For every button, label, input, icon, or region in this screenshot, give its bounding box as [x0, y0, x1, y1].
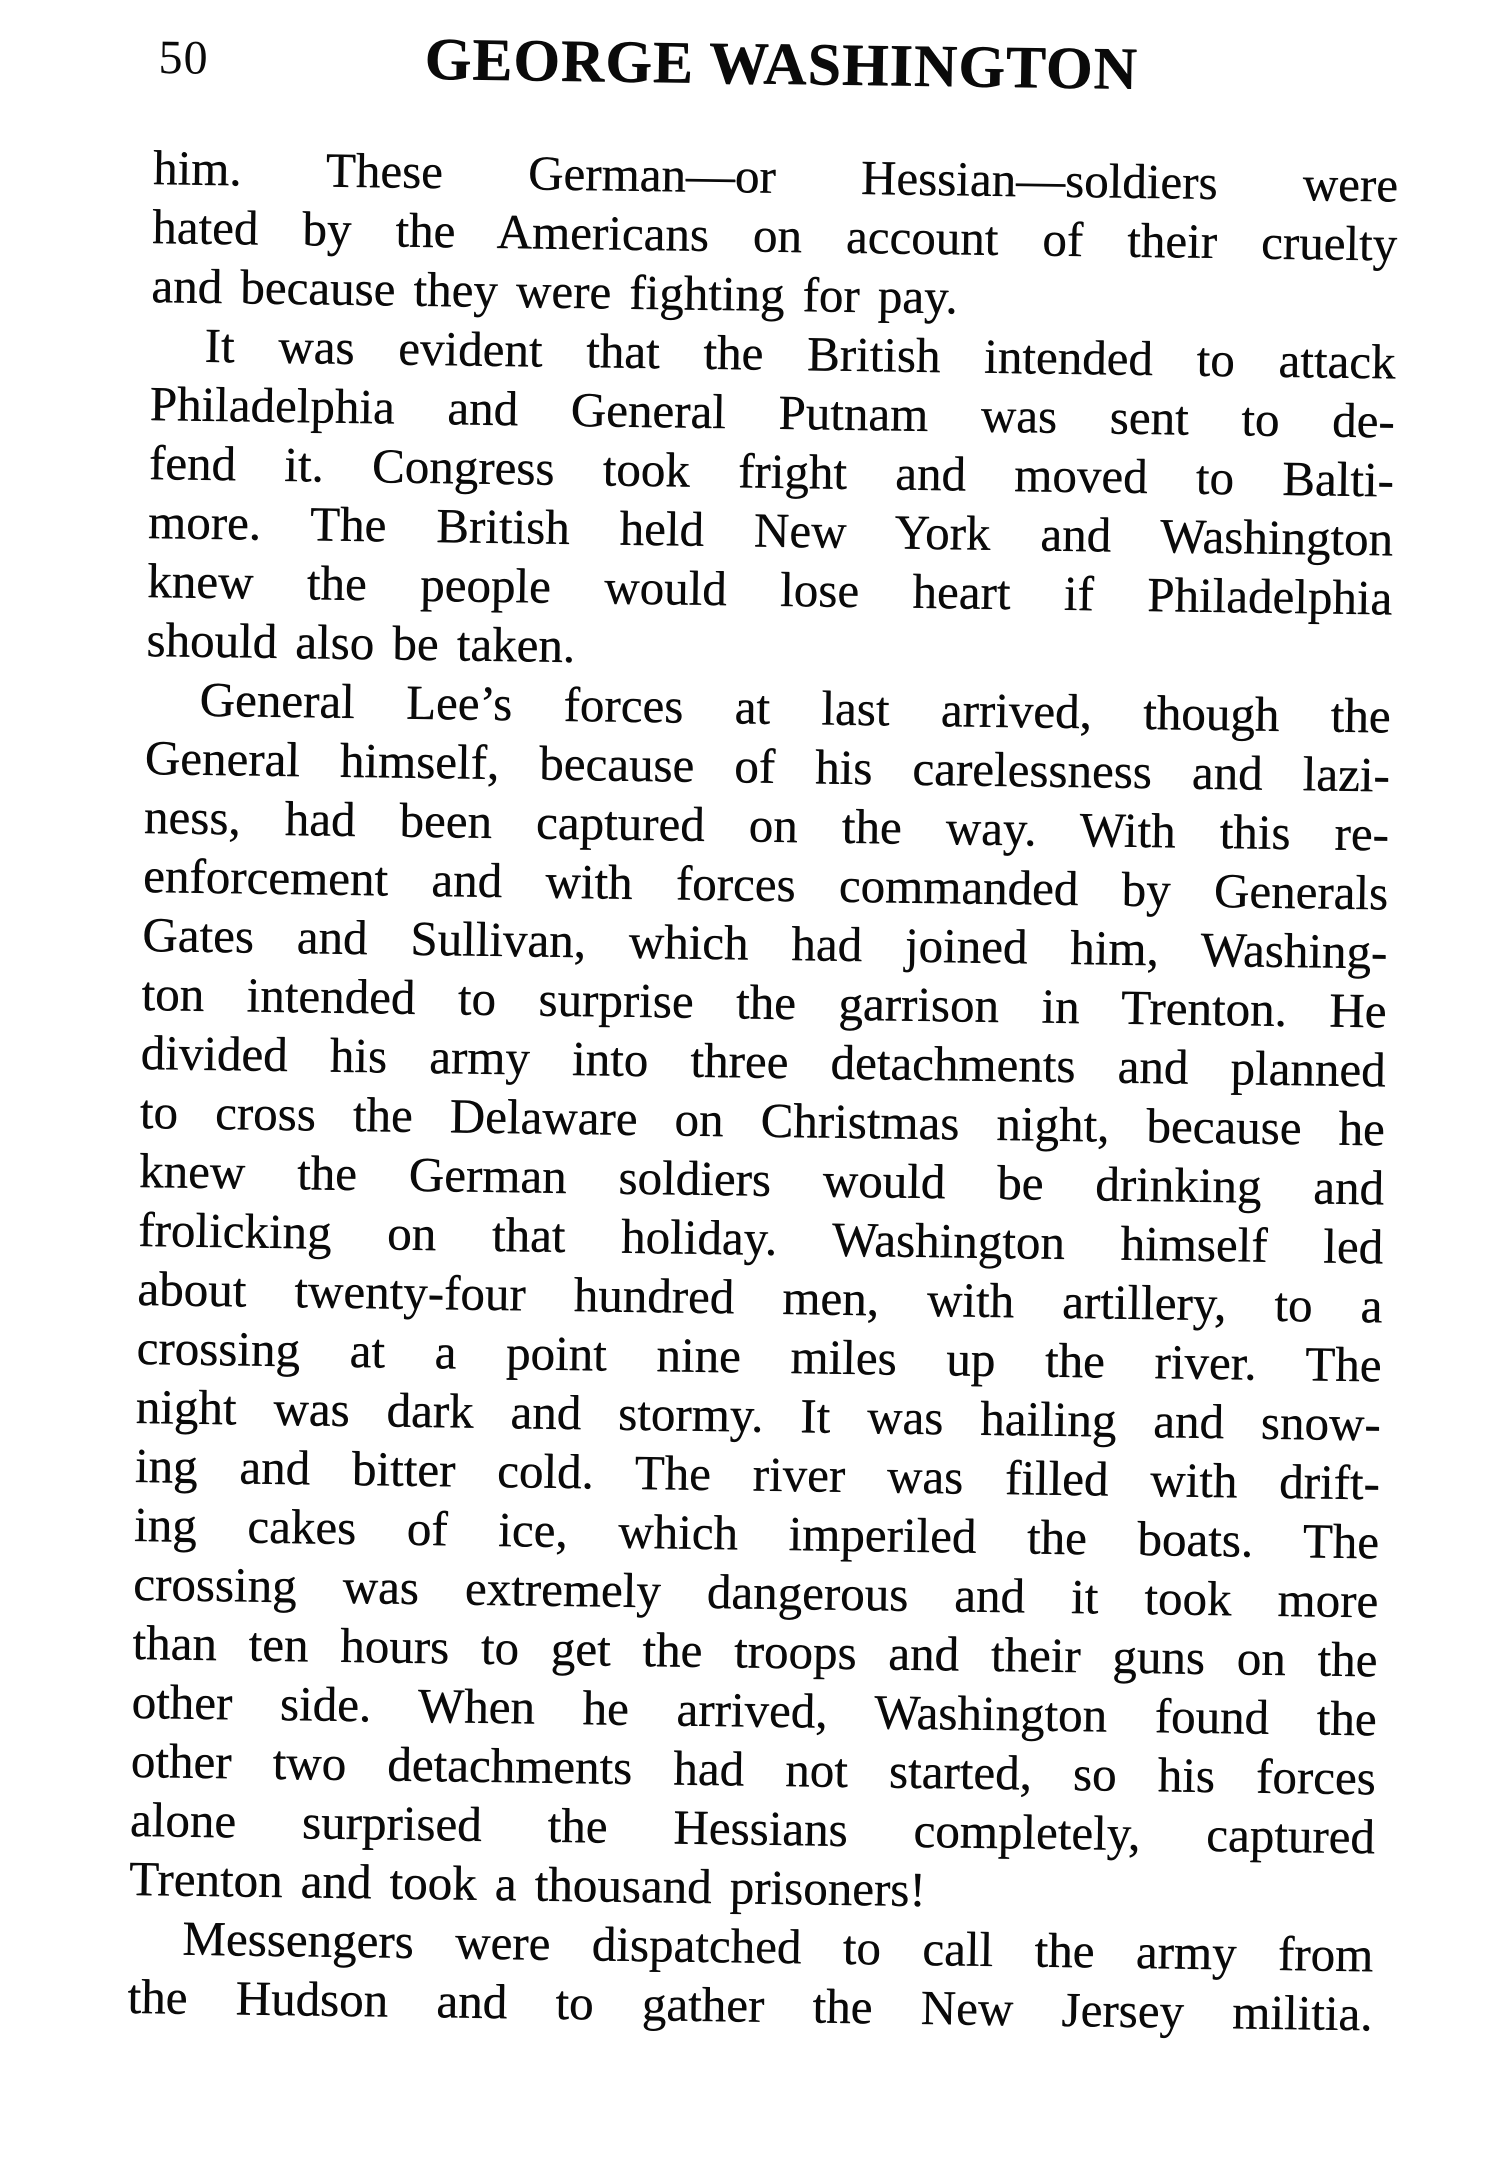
text-line: than ten hours to get the troops and their guns on the — [132, 1614, 1378, 1688]
text-line: knew the people would lose heart if Philadelphia — [146, 552, 1393, 626]
text-line: ing cakes of ice, which imperiled the boats. The — [133, 1496, 1380, 1570]
text-line: General Lee’s forces at last arrived, though the — [199, 671, 1391, 744]
text-line: alone surprised the Hessians completely, captured — [129, 1791, 1376, 1865]
text-line: should also be taken. — [146, 611, 576, 673]
text-line: divided his army into three detachments and planned — [140, 1024, 1386, 1098]
text-line: ing and bitter cold. The river was filled with drift- — [134, 1437, 1381, 1511]
text-line: General himself, because of his carelessness and lazi- — [144, 729, 1391, 803]
text-line: Gates and Sullivan, which had joined him, Washing- — [141, 906, 1388, 980]
page-number: 50 — [158, 31, 209, 85]
text-line: to cross the Delaware on Christmas night, because he — [139, 1083, 1386, 1157]
text-line: Messengers were dispatched to call the army from — [181, 1910, 1374, 1983]
text-line: other side. When he arrived, Washington found the — [131, 1673, 1377, 1747]
text-line: enforcement and with forces commanded by Generals — [142, 847, 1389, 921]
text-line: frolicking on that holiday. Washington himself led — [137, 1201, 1384, 1275]
text-line: hated by the Americans on account of their cruelty — [151, 198, 1398, 272]
text-line: other two detachments had not started, so his forces — [130, 1732, 1377, 1806]
page-header — [154, 25, 1400, 115]
text-line: him. These German—or Hessian—soldiers were — [152, 139, 1399, 213]
text-line: crossing was extremely dangerous and it took more — [132, 1555, 1379, 1629]
text-line: It was evident that the British intended to attack — [204, 317, 1396, 390]
text-line: night was dark and stormy. It was hailing and snow- — [135, 1378, 1382, 1452]
text-line: about twenty-four hundred men, with artillery, to a — [137, 1260, 1383, 1334]
running-title: GEORGE WASHINGTON — [424, 25, 1139, 102]
text-line: more. The British held New York and Washington — [147, 493, 1394, 567]
text-line: knew the German soldiers would be drinking and — [138, 1142, 1385, 1216]
text-line: fend it. Congress took fright and moved to Balti- — [148, 434, 1395, 508]
text-line: and because they were fighting for pay. — [151, 257, 958, 325]
text-line: Trenton and took a thousand prisoners! — [128, 1850, 927, 1917]
text-line: ness, had been captured on the way. With this re- — [143, 788, 1390, 862]
text-line: ton intended to surprise the garrison in Trenton. He — [141, 965, 1387, 1039]
text-line: crossing at a point nine miles up the river. The — [136, 1319, 1382, 1393]
page-content — [127, 25, 1400, 2043]
text-line: Philadelphia and General Putnam was sent to de- — [149, 375, 1396, 449]
text-line: the Hudson and to gather the New Jersey militia. — [127, 1968, 1373, 2042]
body-text — [127, 138, 1398, 2043]
